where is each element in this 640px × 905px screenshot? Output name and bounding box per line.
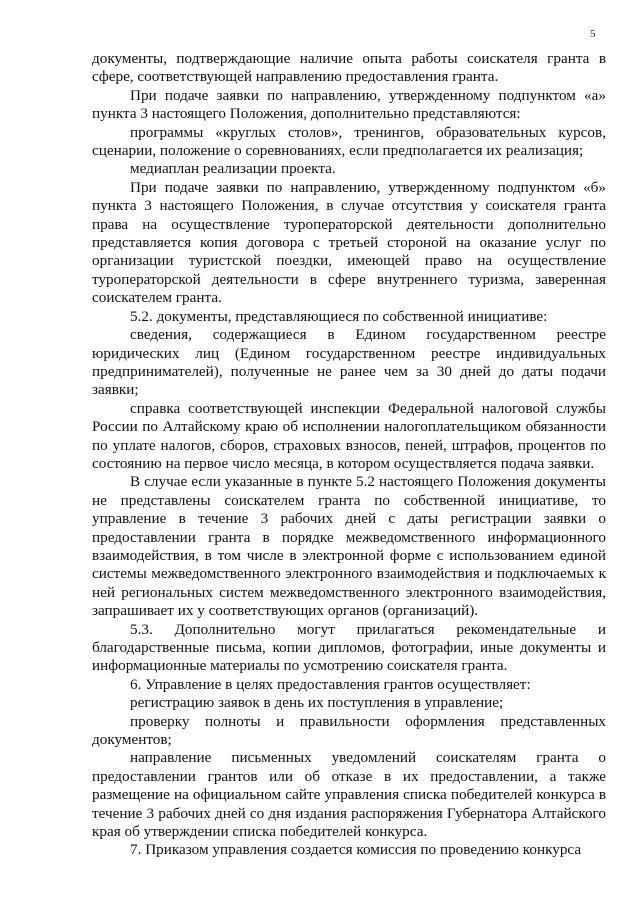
paragraph: сведения, содержащиеся в Едином государственном реестре юридических лиц (Едином государственном реестре индивидуальных предпринимателей), полученные не ранее чем за 30 дней до даты подачи заявки; <box>92 326 606 399</box>
paragraph: программы «круглых столов», тренингов, образовательных курсов, сценарии, положение о соревнованиях, если предполагается их реализация; <box>92 123 606 160</box>
paragraph: 5.3. Дополнительно могут прилагаться рекомендательные и благодарственные письма, копии дипломов, фотографии, иные документы и информационные материалы по усмотрению соискателя гранта. <box>92 620 606 675</box>
paragraph: При подаче заявки по направлению, утвержденному подпунктом «а» пункта 3 настоящего Положения, дополнительно представляются: <box>92 86 606 123</box>
paragraph: регистрацию заявок в день их поступления в управление; <box>130 694 504 712</box>
paragraph: справка соответствующей инспекции Федеральной налоговой службы России по Алтайскому краю об исполнении налогоплательщиком обязанности по уплате налогов, сборов, страховых взносов, пеней, штрафов, процентов по состоянию на первое число месяца, в котором осуществляется подача заявки. <box>92 399 606 472</box>
paragraph: медиаплан реализации проекта. <box>130 160 336 178</box>
page-number: 5 <box>590 28 596 40</box>
paragraph: При подаче заявки по направлению, утвержденному подпунктом «б» пункта 3 настоящего Положения, в случае отсутствия у соискателя гранта права на осуществление туроператорской деятельности дополнительно представляется копия договора с третьей стороной на оказание услуг по организации туристской поездки, имеющей право на осуществление туроператорской деятельности в сфере внутреннего туризма, заверенная соискателем гранта. <box>92 178 606 307</box>
document-body <box>92 50 606 860</box>
paragraph: 6. Управление в целях предоставления грантов осуществляет: <box>130 675 531 693</box>
paragraph: направление письменных уведомлений соискателям гранта о предоставлении грантов или об отказе в их предоставлении, а также размещение на официальном сайте управления списка победителей конкурса в течение 3 рабочих дней со дня издания распоряжения Губернатора Алтайского края об утверждении списка победителей конкурса. <box>92 749 606 841</box>
paragraph: 5.2. документы, представляющиеся по собственной инициативе: <box>130 307 548 325</box>
paragraph: В случае если указанные в пункте 5.2 настоящего Положения документы не представлены соискателем гранта по собственной инициативе, то управление в течение 3 рабочих дней с даты регистрации заявки о предоставлении гранта в порядке межведомственного информационного взаимодействия, в том числе в электронной форме с использованием единой системы межведомственного электронного взаимодействия и подключаемых к ней региональных систем межведомственного электронного взаимодействия, запрашивает их у соответствующих органов (организаций). <box>92 473 606 620</box>
paragraph: проверку полноты и правильности оформления представленных документов; <box>92 712 606 749</box>
paragraph: 7. Приказом управления создается комиссия по проведению конкурса <box>130 841 582 859</box>
paragraph: документы, подтверждающие наличие опыта работы соискателя гранта в сфере, соответствующей направлению предоставления гранта. <box>92 50 606 86</box>
